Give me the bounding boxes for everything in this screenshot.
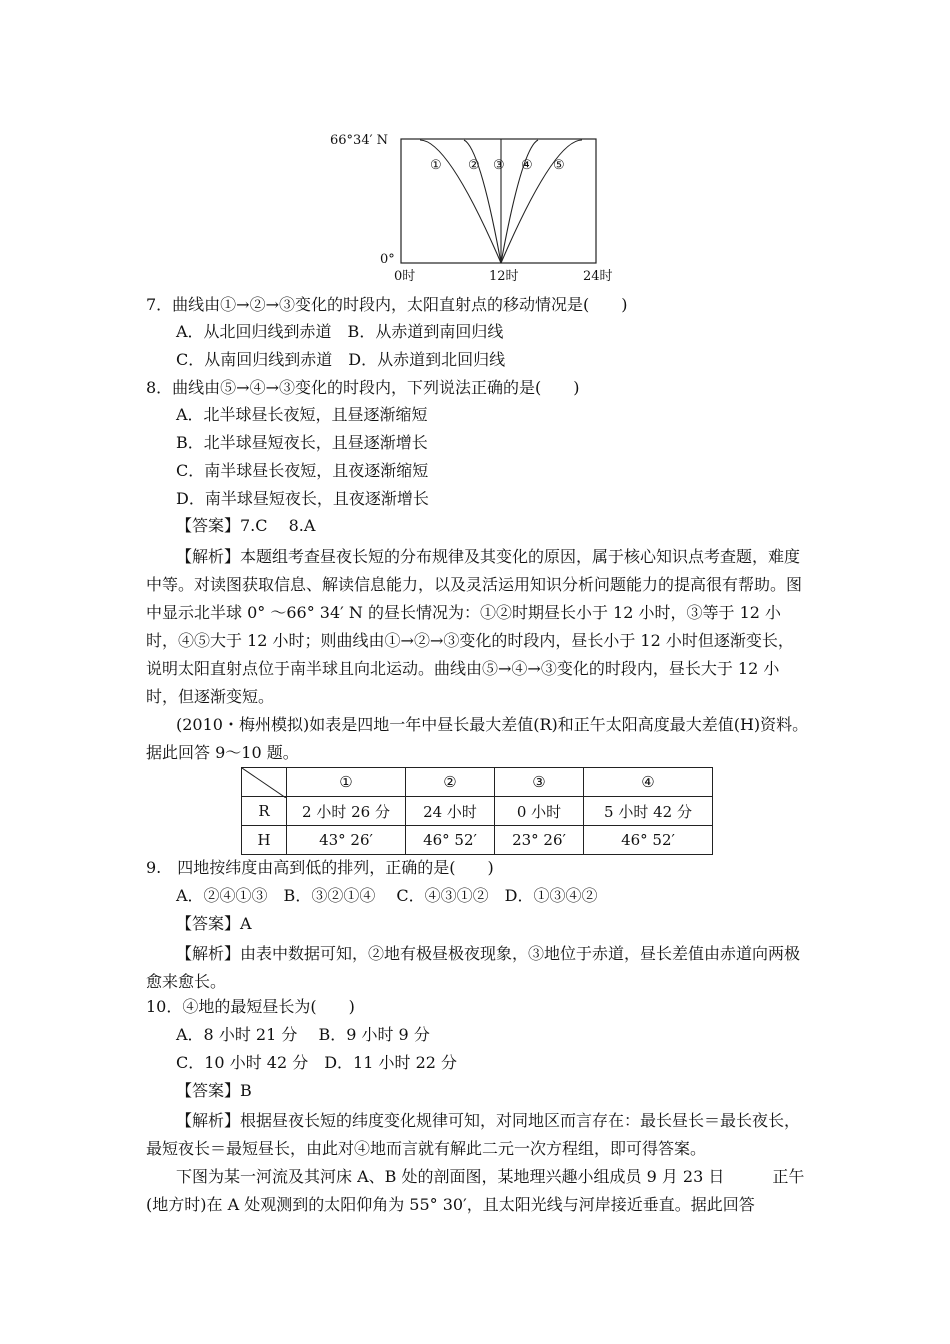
y-bottom-label: 0° <box>380 252 395 267</box>
q10-options-cd: C．10 小时 42 分 D．11 小时 22 分 <box>176 1053 458 1072</box>
intro-next-question: 下图为某一河流及其河床 A、B 处的剖面图，某地理兴趣小组成员 9 月 23 日 正午(地方时)在 A 处观测到的太阳仰角为 55° 30′，且太阳光线与河岸接近垂直。据此回答 <box>146 1167 805 1214</box>
table-row <box>242 826 713 855</box>
table-cell: 2 小时 26 分 <box>287 797 406 826</box>
answer-9: 【答案】A <box>176 914 252 933</box>
curve-label-3: ③ <box>493 158 505 173</box>
table-header: ② <box>406 768 495 797</box>
x-label-24: 24时 <box>583 269 613 284</box>
table-corner-cell <box>242 768 287 797</box>
answer-7-8: 【答案】7.C 8.A <box>176 516 316 535</box>
curve-label-5: ⑤ <box>553 158 565 173</box>
table-row <box>242 797 713 826</box>
q10-stem: 10．④地的最短昼长为( ) <box>146 997 355 1016</box>
q7-stem: 7．曲线由①→②→③变化的时段内，太阳直射点的移动情况是( ) <box>146 295 628 314</box>
table-cell: 5 小时 42 分 <box>584 797 713 826</box>
table-cell: 23° 26′ <box>495 826 584 855</box>
table-row-label: R <box>242 797 287 826</box>
curve-label-4: ④ <box>521 158 533 173</box>
answer-10: 【答案】B <box>176 1081 252 1100</box>
analysis-10: 【解析】根据昼夜长短的纬度变化规律可知，对同地区而言存在：最长昼长＝最长夜长，最短夜长＝最短昼长，由此对④地而言就有解此二元一次方程组，即可得答案。 <box>146 1111 801 1158</box>
q10-options-ab: A．8 小时 21 分 B．9 小时 9 分 <box>176 1025 430 1044</box>
q8-option-a: A．北半球昼长夜短，且昼逐渐缩短 <box>176 405 428 424</box>
analysis-9: 【解析】由表中数据可知，②地有极昼极夜现象，③地位于赤道，昼长差值由赤道向两极愈来愈长。 <box>146 944 801 991</box>
q8-option-b: B．北半球昼短夜长，且昼逐渐增长 <box>176 433 428 452</box>
q7-options-cd: C．从南回归线到赤道 D．从赤道到北回归线 <box>176 350 506 369</box>
q9-options: A．②④①③ B．③②①④ C．④③①② D．①③④② <box>176 886 598 905</box>
intro-9-10: (2010・梅州模拟)如表是四地一年中昼长最大差值(R)和正午太阳高度最大差值(H)资料。 据此回答 9～10 题。 <box>146 715 822 762</box>
table-header: ① <box>287 768 406 797</box>
q8-option-d: D．南半球昼短夜长，且夜逐渐增长 <box>176 489 429 508</box>
table-header: ④ <box>584 768 713 797</box>
table-cell: 0 小时 <box>495 797 584 826</box>
day-length-figure <box>330 128 620 290</box>
q7-options-ab: A．从北回归线到赤道 B．从赤道到南回归线 <box>176 322 504 341</box>
curve-label-1: ① <box>430 158 442 173</box>
day-length-diagram <box>330 128 620 290</box>
data-table <box>241 767 713 855</box>
q8-stem: 8．曲线由⑤→④→③变化的时段内，下列说法正确的是( ) <box>146 378 580 397</box>
analysis-7-8: 【解析】本题组考查昼夜长短的分布规律及其变化的原因，属于核心知识点考查题，难度中等。对读图获取信息、解读信息能力，以及灵活运用知识分析问题能力的提高很有帮助。图中显示北半球 0° ～66° 34′ N 的昼长情况为：①②时期昼长小于 12 小时，③等于 12 小时，④⑤大于 12 小时；则曲线由①→②→③变化的时段内，昼长小于 12 小时但逐渐变长，说明太阳直射点位于南半球且向北运动。曲线由⑤→④→③变化的时段内，昼长大于 12 小时，但逐渐变短。 <box>146 547 803 706</box>
curve-label-2: ② <box>468 158 480 173</box>
table-cell: 46° 52′ <box>406 826 495 855</box>
q9-stem: 9. 四地按纬度由高到低的排列，正确的是( ) <box>146 858 494 877</box>
table-row-label: H <box>242 826 287 855</box>
table-header: ③ <box>495 768 584 797</box>
table-cell: 24 小时 <box>406 797 495 826</box>
table-cell: 43° 26′ <box>287 826 406 855</box>
x-label-12: 12时 <box>489 269 519 284</box>
y-top-label: 66°34′ N <box>330 133 389 148</box>
q8-option-c: C．南半球昼长夜短，且夜逐渐缩短 <box>176 461 429 480</box>
x-label-0: 0时 <box>394 269 416 284</box>
table-cell: 46° 52′ <box>584 826 713 855</box>
